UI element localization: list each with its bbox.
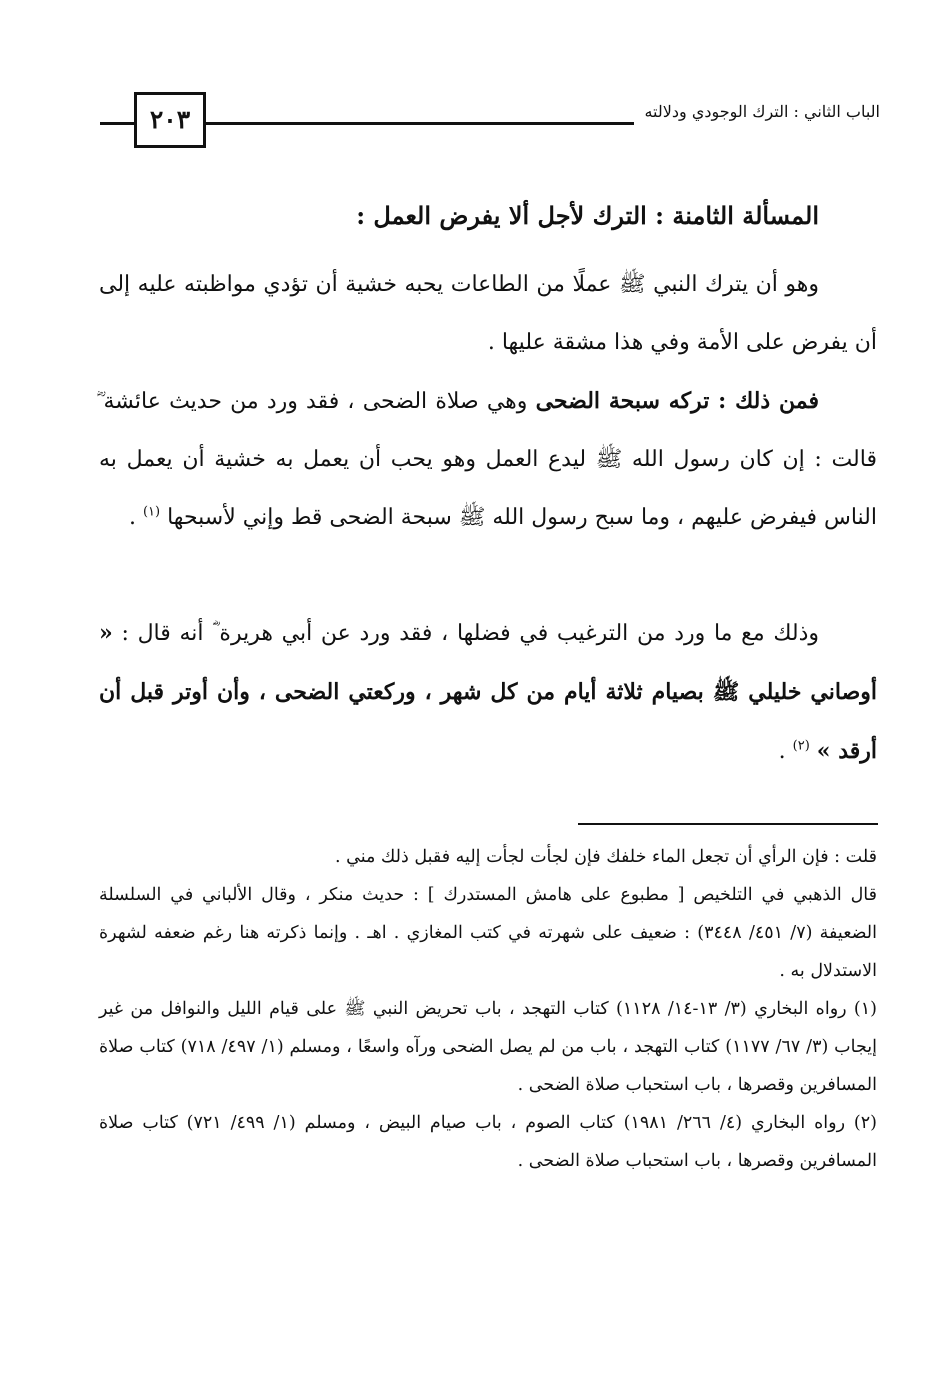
paragraph-2-text: وهي صلاة الضحى ، فقد ورد من حديث عائشة ؓ قالت : إن كان رسول الله ﷺ ليدع العمل وهو يحب أن يعمل به خشية أن يعمل به الناس فيفرض عليهم ، وما سبح رسول الله ﷺ سبحة الضحى قط وإني لأسبحها [99,389,877,530]
page-number-box [134,92,206,148]
footnote-2: (٢) رواه البخاري (٤/ ٢٦٦/ ١٩٨١) كتاب الصوم ، باب صيام البيض ، ومسلم (١/ ٤٩٩/ ٧٢١) كتاب صلاة المسافرين وقصرها ، باب استحباب صلاة الضحى . [99,1113,877,1171]
footnote-continuation-1: قلت : فإن الرأي أن تجعل الماء خلفك فإن لجأت لجأت إليه فقبل ذلك مني . [334,847,877,867]
footnote-continuation-2: قال الذهبي في التلخيص [ مطبوع على هامش المستدرك ] : حديث منكر ، وقال الألباني في السلسلة الضعيفة (٧/ ٤٥١/ ٣٤٤٨) : ضعيف على شهرته في كتب المغازي . اهـ . وإنما ذكرته هنا رغم ضعفه لشهرة الاستدلال به . [99,885,878,981]
chapter-title: الباب الثاني : الترك الوجودي ودلالته [644,102,880,121]
paragraph-2-end: . [128,505,143,530]
footnote-1: (١) رواه البخاري (٣/ ١٣-١٤/ ١١٢٨) كتاب التهجد ، باب تحريض النبي ﷺ على قيام الليل والنوافل من غير إيجاب (٣/ ٦٧/ ١١٧٧) كتاب التهجد ، باب من لم يصل الضحى ورآه واسعًا ، ومسلم (١/ ٤٩٧/ ٧١٨) كتاب صلاة المسافرين وقصرها ، باب استحباب صلاة الضحى . [99,999,878,1095]
section-heading: المسألة الثامنة : الترك لأجل ألا يفرض العمل : [356,201,819,230]
footnote-ref-1[interactable]: (١) [142,504,161,520]
paragraph-3-end: . [778,739,793,764]
paragraph-3-text: وذلك مع ما ورد من الترغيب في فضلها ، فقد ورد عن أبي هريرة ؓ أنه قال : [112,621,819,646]
footnote-ref-2[interactable]: (٢) [792,738,810,754]
hadith-quote: « أوصاني خليلي ﷺ بصيام ثلاثة أيام من كل شهر ، وركعتي الضحى ، وأن أوتر قبل أن أرقد » [99,620,877,764]
page-number: ٢٠٣ [149,105,191,134]
paragraph-1-text: وهو أن يترك النبي ﷺ عملًا من الطاعات يحبه خشية أن تؤدي مواظبته عليه إلى أن يفرض على الأمة وفي هذا مشقة عليها . [99,272,877,355]
footnotes [99,838,877,1180]
paragraph-2-lead: فمن ذلك : تركه سبحة الضحى [535,388,819,414]
running-header [100,88,880,152]
footnote-separator [578,823,878,825]
header-title-wrap [634,102,880,140]
paragraph-3 [99,604,877,781]
paragraph-1 [99,256,877,372]
paragraph-2 [99,372,877,547]
